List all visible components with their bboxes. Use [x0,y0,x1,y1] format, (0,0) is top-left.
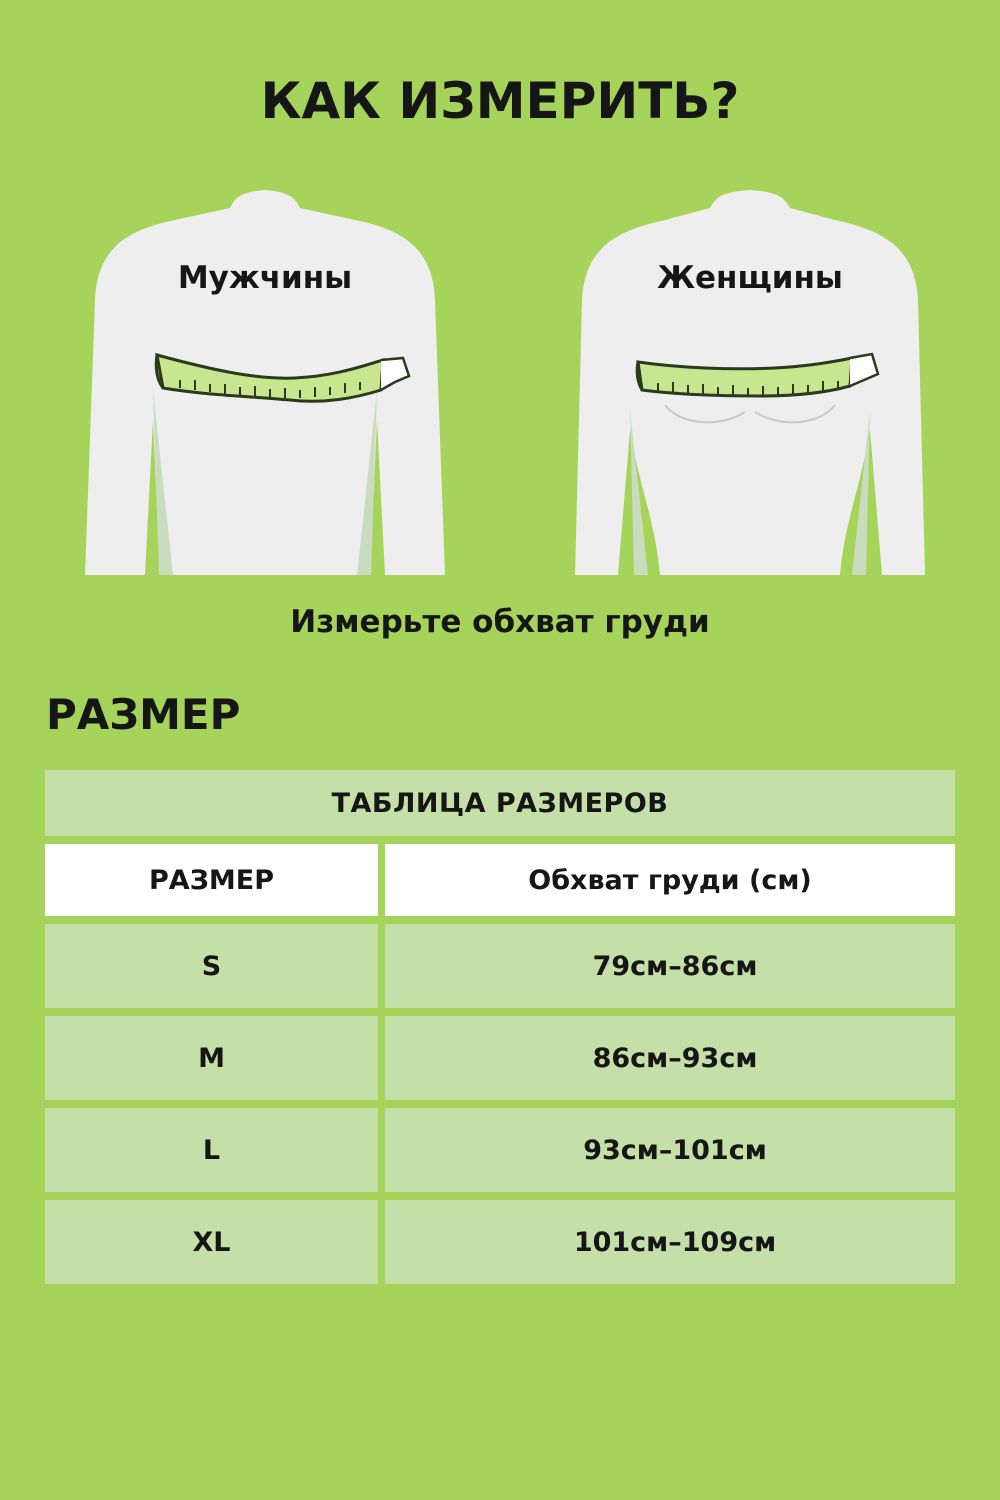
size-table [45,770,955,1284]
men-figure [85,190,445,575]
page-title: КАК ИЗМЕРИТЬ? [260,72,740,130]
header-chest: Обхват груди (см) [385,844,955,916]
table-row [45,1200,955,1284]
chest-value: 101см–109см [573,1226,777,1258]
women-label: Женщины [657,260,843,296]
table-row [45,1108,955,1192]
header-size: РАЗМЕР [45,844,378,916]
chest-cell [385,1200,955,1284]
section-title: РАЗМЕР [46,690,241,739]
size-cell: S [45,924,378,1008]
chest-cell [385,1108,955,1192]
men-label: Мужчины [177,260,353,296]
female-torso-icon [570,190,930,575]
table-row [45,924,955,1008]
table-header-row [45,844,955,916]
chest-value: 79см–86см [592,950,758,982]
chest-value: 86см–93см [592,1042,758,1074]
chest-cell [385,924,955,1008]
women-figure [570,190,930,575]
chest-value: 93см–101см [583,1134,767,1166]
table-row [45,1016,955,1100]
male-torso-icon [85,190,445,575]
size-cell: M [45,1016,378,1100]
size-cell: L [45,1108,378,1192]
size-cell: XL [45,1200,378,1284]
instruction-text: Измерьте обхват груди [290,604,710,640]
table-caption: ТАБЛИЦА РАЗМЕРОВ [45,770,955,836]
chest-cell [385,1016,955,1100]
